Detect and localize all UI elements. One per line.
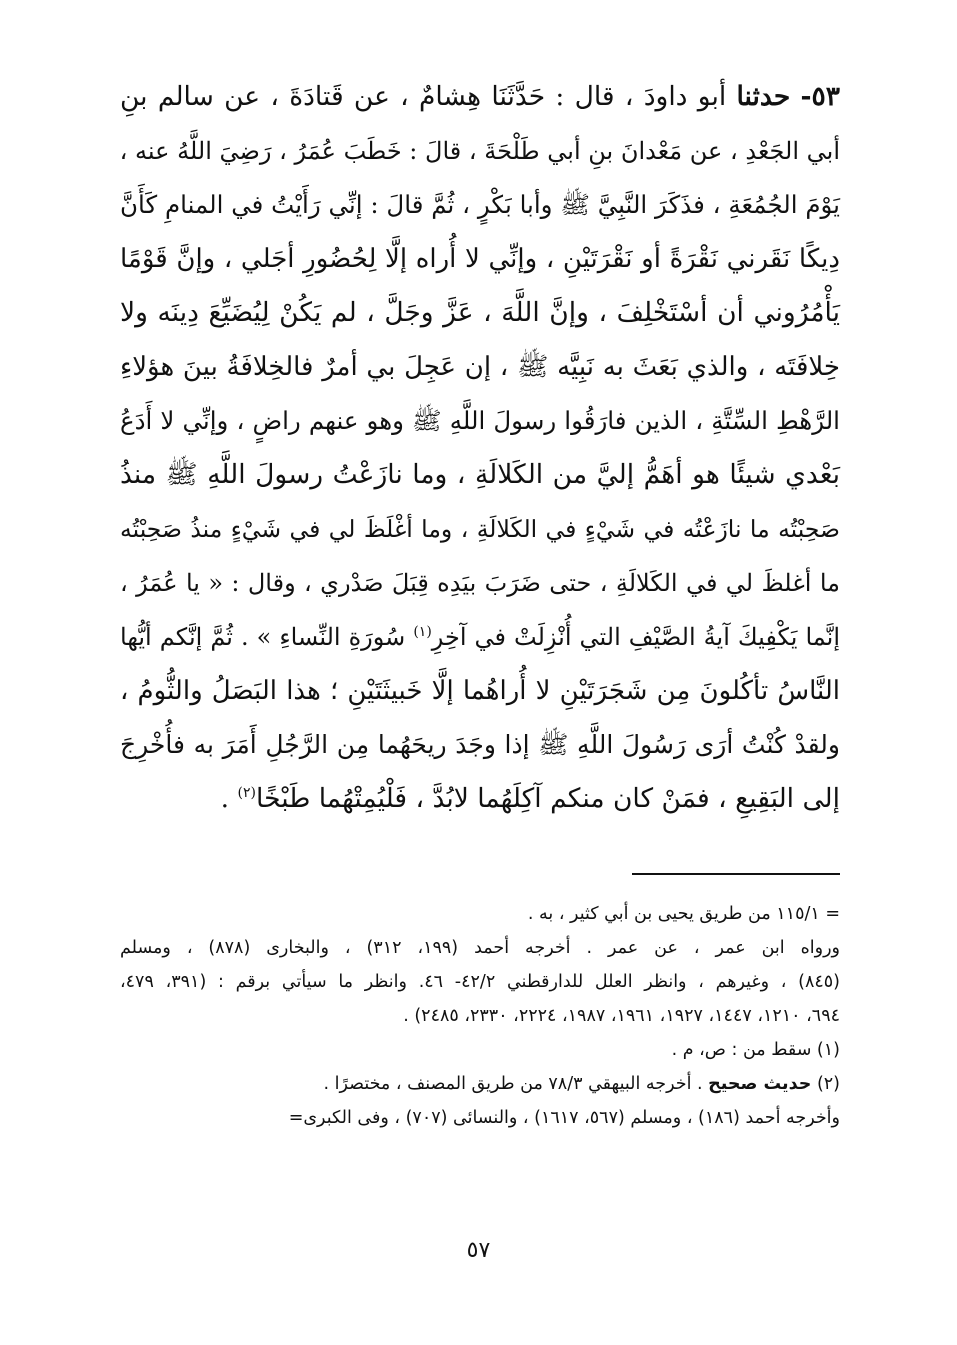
footnote-ref-2: (٢) [237, 785, 257, 802]
footnote-2-text: . أخرجه البيهقي ٧٨/٣ من طريق المصنف ، مختصرًا . [323, 1074, 703, 1094]
hadith-line-1-text: أبو داودَ ، قال : حَدَّثَنَا هِشامٌ ، عن قَتادَةَ ، عن سالم بنِ [120, 81, 727, 112]
hadith-line-6: خِلافَتَه ، والذي بَعَثَ به نَبِيَّه ﷺ ، إن عَجِلَ بي أمرٌ فالخِلافَةُ بينَ هؤلاءِ [120, 352, 840, 382]
hadith-line-11-start: إنَّما يَكْفِيكَ آيةُ الصَّيْفِ التي أُنْزِلَتْ في آخِرِ [431, 623, 840, 651]
hadith-line-2: أبي الجَعْدِ ، عن مَعْدانَ بنِ أبي طَلْحَةَ ، قالَ : خَطَبَ عُمَرُ ، رَضِيَ اللَّهُ عنه ، [119, 137, 840, 165]
footnote-continuation-3: (٨٤٥) ، وغيرهم ، وانظر العلل للدارقطني ٤٢/٢- ٤٦. وانظر ما سيأتي برقم : (٣٩١، ٤٧٩، [120, 972, 840, 992]
hadith-line-1 [120, 70, 840, 124]
footnotes [120, 897, 840, 1135]
hadith-line-11-end: سُورَةِ النِّساءِ » . ثُمَّ إنَّكم أيُّها [120, 623, 406, 651]
hadith-line-12: النَّاسُ تأكُلونَ مِن شَجَرَتَيْنِ لا أُراهُما إلَّا خَبيثَتَيْنِ ؛ هذا البَصَلُ والثُّومُ ، [120, 676, 840, 706]
footnote-2 [120, 1067, 840, 1101]
footnote-ref-1: (١) [413, 624, 432, 640]
footnote-continuation-1: = ١١٥/١ من طريق يحيى بن أبي كثير ، به . [527, 904, 840, 924]
hadith-line-8: بَعْدي شيئًا هو أهَمُّ إليَّ من الكَلالَةِ ، وما نازَعْتُ رسولَ اللَّهِ ﷺ منذُ [120, 459, 840, 490]
hadith-line-5: يَأْمُرُوني أن أسْتَخْلِفَ ، وإنَّ اللَّهَ ، عَزَّ وجَلَّ ، لم يَكُنْ لِيُضَيِّعَ دِينَه ولا [120, 297, 840, 328]
hadith-line-10: ما أغلظَ لي في الكَلالَةِ ، حتى ضَرَبَ بيَدِه قِبَلَ صَدْري ، وقال : « يا عُمَرُ ، [120, 569, 840, 597]
footnote-continuation-2: ورواه ابن عمر ، عن عمر . أخرجه أحمد (١٩٩، ٣١٢) ، والبخارى (٨٧٨) ، ومسلم [120, 938, 840, 958]
hadith-line-3: يَوْمَ الجُمُعَةِ ، فذَكَرَ النَّبِيَّ ﷺ وأبا بَكْرٍ ، ثُمَّ قالَ : إنِّي رَأَيْتُ في المنامِ كَأَنَّ [120, 190, 840, 219]
hadith-lead-word: حدثنا [736, 81, 791, 112]
footnote-1: (١) سقط من : ص، م . [671, 1040, 840, 1060]
hadith-line-13: ولقدْ كُنْتُ أرَى رَسُولَ اللَّهِ ﷺ إذا وجَدَ ريحَهُما مِن الرَّجُلِ أَمَرَ به فأُخْرِجَ [120, 730, 840, 759]
footnote-2-number: (٢) [816, 1074, 840, 1094]
hadith-line-7: الرَّهْطِ السِّتَّةِ ، الذين فارَقُوا رسولَ اللَّهِ ﷺ وهو عنهم راضٍ ، وإنِّي لا أَدَعُ [120, 406, 840, 435]
hadith-line-9: صَحِبْتُه ما نازَعْتُه في شَيْءٍ في الكَلالَةِ ، وما أغْلَظَ لي في شَيْءٍ منذُ صَحِبْتُه [120, 515, 840, 543]
hadith-end-period: . [220, 783, 230, 814]
hadith-body [120, 70, 840, 826]
footnote-continuation-4: ٦٩٤، ١٢١٠، ١٤٤٧، ١٩٢٧، ١٩٦١، ١٩٨٧، ٢٢٢٤، ٢٣٣٠، ٢٤٨٥) . [403, 1006, 840, 1026]
page-number: ٥٧ [466, 1238, 491, 1263]
hadith-line-11 [120, 610, 840, 664]
footnote-divider [632, 873, 840, 875]
hadith-line-14 [120, 772, 840, 826]
footnote-2-grade: حديث صحيح [708, 1074, 812, 1094]
hadith-number: ٥٣- [800, 81, 840, 112]
hadith-line-14-text: إلى البَقِيعِ ، فمَنْ كان منكم آكِلَهُما لابُدَّ ، فَلْيُمِتْهُما طَبْخًا [256, 783, 840, 814]
hadith-line-4: دِيكًا نَقَرني نَقْرَةً أو نَقْرَتَيْنِ ، وإنِّي لا أُراه إلَّا لِحُضُورِ أجَلي ، وإنَّ قَوْمًا [120, 244, 840, 274]
footnote-2-continuation: وأخرجه أحمد (١٨٦) ، ومسلم (٥٦٧، ١٦١٧) ، والنسائى (٧٠٧) ، وفى الكبرى= [288, 1108, 840, 1128]
